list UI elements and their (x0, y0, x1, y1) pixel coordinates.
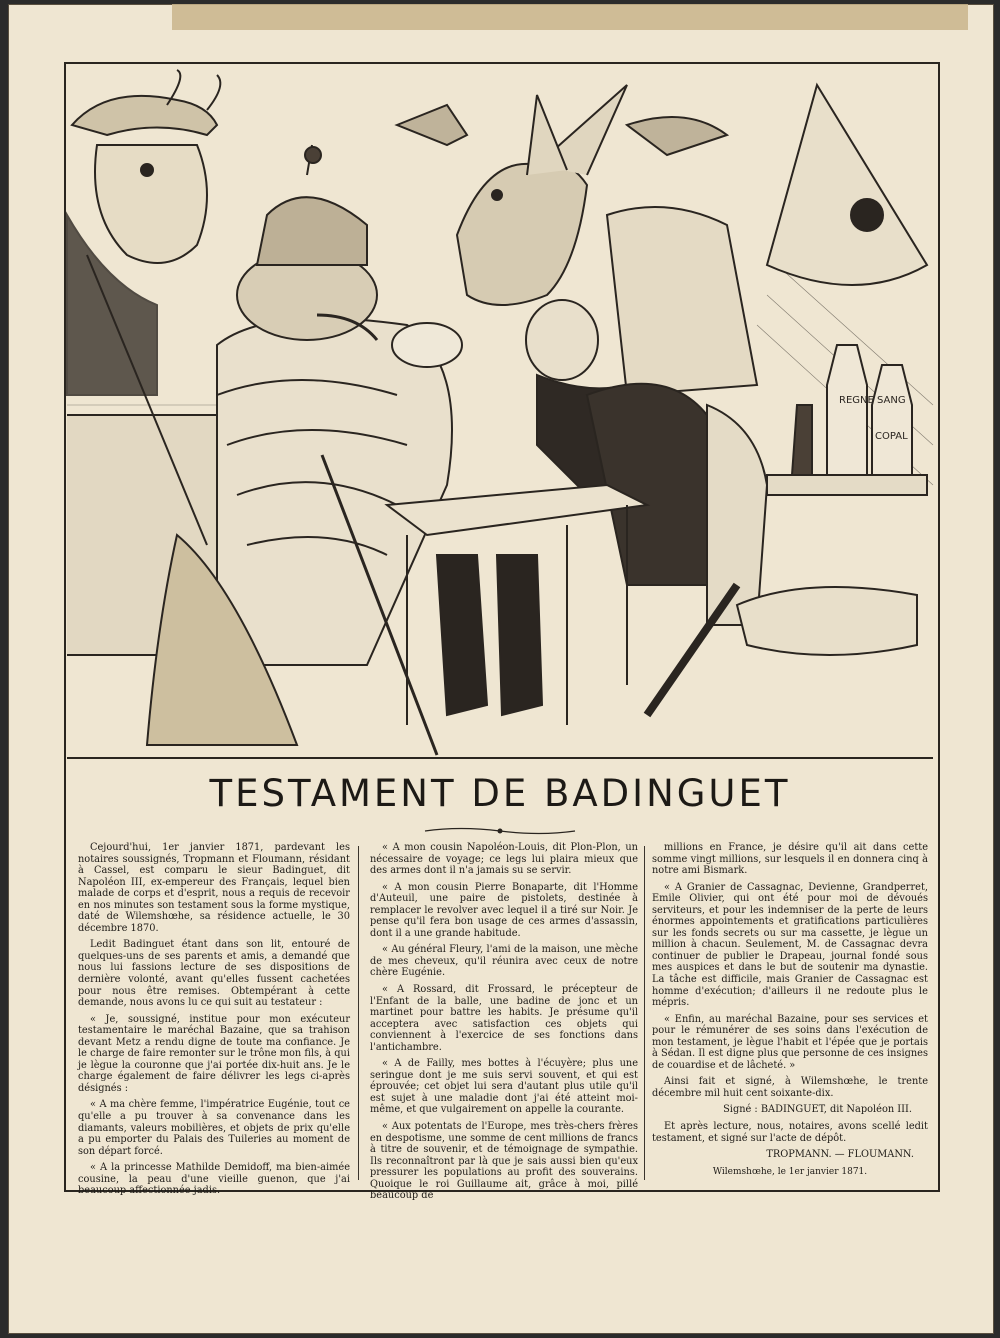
boot-left (437, 555, 487, 715)
text-column-1 (78, 842, 350, 1197)
text-column-2 (370, 842, 638, 1202)
paragraph: « A mon cousin Napoléon-Louis, dit Plon-Plon, un nécessaire de voyage; ce legs lui plaira mieux que des armes dont il n'a jamais su se servir. (370, 842, 638, 877)
paragraph: Cejourd'hui, 1er janvier 1871, pardevant les notaires soussignés, Tropmann et Floumann, résidant à Cassel, est comparu le sieur Badinguet, dit Napoléon III, ex-empereur des Français, lequel bien malade de corps et d'esprit, nous a requis de recevoir en nos minutes son testament sous la forme mystique, daté de Wilemshœhe, sa résidence actuelle, le 30 décembre 1870. (78, 842, 350, 934)
paragraph: Ledit Badinguet étant dans son lit, entouré de quelques-uns de ses parents et amis, a demandé que nous lui fassions lecture de ses dispositions de dernière volonté, avant qu'elles fussent cachetées pour nous être remises. Obtempérant à cette demande, nous avons lu ce qui suit au testateur : (78, 939, 350, 1009)
page-title: TESTAMENT DE BADINGUET (209, 772, 791, 815)
bottles-shelf (767, 345, 927, 495)
title-ornament (420, 824, 580, 838)
bottle-label-1: REGNE SANG (839, 395, 906, 406)
paragraph: « Je, soussigné, institue pour mon exécuteur testamentaire le maréchal Bazaine, que sa trahison devant Metz a rendu digne de toute ma confiance. Je le charge de faire remonter sur le trône mon fils, à qui je lègue la couronne que j'ai portée dix-huit ans. Je le charge également de faire délivrer les legs ci-après désignés : (78, 1013, 350, 1094)
paragraph: « Au général Fleury, l'ami de la maison, une mèche de mes cheveux, qu'il réunira avec ceux de notre chère Eugénie. (370, 944, 638, 979)
column-divider-1 (358, 846, 359, 1180)
paragraph: « A Rossard, dit Frossard, le précepteur de l'Enfant de la balle, une badine de jonc et un martinet pour battre les habits. Je présume qu'il acceptera avec satisfaction ces objets qui conviennent à l'exercice de ses fonctions dans l'antichambre. (370, 984, 638, 1053)
paragraph: « A ma chère femme, l'impératrice Eugénie, tout ce qu'elle a pu trouver à sa convenance dans les diamants, valeurs mobilières, et objets de prix qu'elle a pu emporter du Palais des Tuileries au moment de son départ forcé. (78, 1099, 350, 1157)
paragraph: « A Granier de Cassagnac, Devienne, Grandperret, Emile Olivier, qui ont été pour moi de dévoués serviteurs, et pour les indemniser de la perte de leurs énormes appointements et gratifications particulières sur les fonds secrets ou sur ma cassette, je lègue un million à chacun. Seulement, M. de Cassagnac devra continuer de publier le Drapeau, journal fondé sous mes auspices et dans le but de soutenir ma dynastie. La tâche est difficile, mais Granier de Cassagnac est homme d'exécution; d'ailleurs il ne redoute plus le mépris. (652, 881, 928, 1009)
paragraph: « Enfin, au maréchal Bazaine, pour ses services et pour le rémunérer de ses soins dans l'exécution de mon testament, je lègue l'habit et l'épée que je portais à Sédan. Il est digne plus que personne de ces insignes de couardise et de lâcheté. » (652, 1013, 928, 1071)
footbath (737, 587, 917, 655)
paragraph: « A la princesse Mathilde Demidoff, ma bien-aimée cousine, la peau d'une vieille guenon, que j'ai beaucoup affectionnée jadis. (78, 1162, 350, 1197)
donkey-caricature (457, 85, 627, 305)
notaries-signature: TROPMANN. — FLOUMANN. (766, 1149, 914, 1161)
hat-on-peg (397, 105, 467, 145)
place-date: Wilemshœhe, le 1er janvier 1871. (712, 1166, 868, 1177)
paragraph: Et après lecture, nous, notaires, avons scellé ledit testament, et signé sur l'acte de dépôt. (652, 1121, 928, 1144)
text-column-3 (652, 842, 928, 1182)
fan-ornament (767, 85, 927, 285)
paragraph: « A mon cousin Pierre Bonaparte, dit l'Homme d'Auteuil, une paire de pistolets, destinée à remplacer le revolver avec lequel il a tiré sur Noir. Je pense qu'il fera bon usage de ces armes d'assassin, dont il a une grande habitude. (370, 881, 638, 939)
caricature-illustration (67, 65, 933, 759)
paper-tape-strip (172, 4, 968, 30)
paragraph: « A de Failly, mes bottes à l'écuyère; plus une seringue dont je me suis servi souvent, et qui est éprouvée; cet objet lui sera d'autant plus utile qu'il est sujet à une maladie dont j'ai été atteint moi-même, et que vulgairement on appelle la courante. (370, 1058, 638, 1116)
uniform-coat (607, 207, 757, 395)
telescope (647, 585, 737, 715)
bicorne-hat (627, 117, 727, 155)
signature-line: Signé : BADINGUET, dit Napoléon III. (723, 1104, 912, 1116)
cow-caricature (67, 70, 220, 395)
paragraph: millions en France, je désire qu'il ait dans cette somme vingt millions, sur lesquels il en donnera cinq à notre ami Bismark. (652, 842, 928, 877)
paragraph: « Aux potentats de l'Europe, mes très-chers frères en despotisme, une somme de cent millions de francs à titre de souvenir, et de témoignage de sympathie. Ils reconnaîtront par là que je sais aussi bien qu'eux pressurer les populations au profit des souverains. Quoique le roi Guillaume ait, grâce à moi, pillé beaucoup de (370, 1121, 638, 1202)
paragraph: Ainsi fait et signé, à Wilemshœhe, le trente décembre mil huit cent soixante-dix. (652, 1076, 928, 1099)
bottle-label-2: COPAL (875, 431, 908, 442)
boot-right (497, 555, 542, 715)
column-divider-2 (644, 846, 645, 1180)
